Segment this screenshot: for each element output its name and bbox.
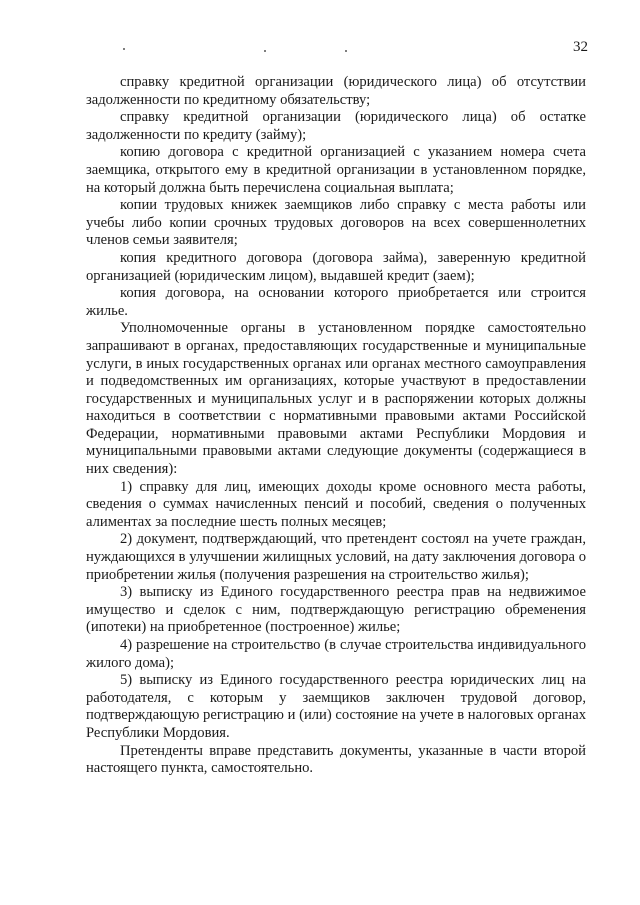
list-item-1: 1) справку для лиц, имеющих доходы кроме основного места работы, сведения о суммах начисленных пенсий и пособий, сведения о полученных алиментах за последние шесть полных месяцев; xyxy=(86,478,586,530)
list-item-3: 3) выписку из Единого государственного реестра прав на недвижимое имущество и сделок с ним, подтверждающую регистрацию обременения (ипотеки) на приобретенное (построенное) жилье; xyxy=(86,584,586,636)
paragraph-applicants-right: Претенденты вправе представить документы, указанные в части второй настоящего пункта, самостоятельно. xyxy=(86,742,586,777)
scan-speck xyxy=(264,50,266,52)
paragraph-contract-account: копию договора с кредитной организацией с указанием номера счета заемщика, открытого ему в кредитной организации в установленном порядке, на который должна быть перечислена социальная выплата; xyxy=(86,144,586,196)
paragraph-loan-agreement: копия кредитного договора (договора займа), заверенную кредитной организацией (юридическим лицом), выдавшей кредит (заем); xyxy=(86,249,586,284)
paragraph-credit-balance: справку кредитной организации (юридического лица) об остатке задолженности по кредиту (займу); xyxy=(86,109,586,143)
list-item-4: 4) разрешение на строительство (в случае строительства индивидуального жилого дома); xyxy=(86,637,586,671)
scan-speck xyxy=(345,50,347,52)
document-body xyxy=(86,74,586,778)
paragraph-purchase-contract: копия договора, на основании которого приобретается или строится жилье. xyxy=(86,285,586,319)
scan-speck xyxy=(123,48,125,50)
paragraph-authorized-bodies: Уполномоченные органы в установленном порядке самостоятельно запрашивают в органах, предоставляющих государственные и муниципальные услуги, в иных государственных органах или органах местного самоуправления и подведомственных им организациях, которые участвуют в предоставлении государственных и муниципальных услуг и в распоряжении которых должны находиться в соответствии с нормативными правовыми актами Российской Федерации, нормативными правовыми актами Республики Мордовия и муниципальными правовыми актами следующие документы (содержащиеся в них сведения): xyxy=(86,320,586,478)
page-number: 32 xyxy=(573,39,588,55)
list-item-5: 5) выписку из Единого государственного реестра юридических лиц на работодателя, с которым у заемщиков заключен трудовой договор, подтверждающую регистрацию и (или) состояние на учете в налоговых органах Республики Мордовия. xyxy=(86,672,586,741)
list-item-2: 2) документ, подтверждающий, что претендент состоял на учете граждан, нуждающихся в улучшении жилищных условий, на дату заключения договора о приобретении жилья (получения разрешения на строительство жилья); xyxy=(86,531,586,583)
paragraph-employment-records: копии трудовых книжек заемщиков либо справку с места работы или учебы либо копии срочных трудовых договоров на всех совершеннолетних членов семьи заявителя; xyxy=(86,197,586,249)
paragraph-credit-no-debt: справку кредитной организации (юридического лица) об отсутствии задолженности по кредитному обязательству; xyxy=(86,74,586,108)
